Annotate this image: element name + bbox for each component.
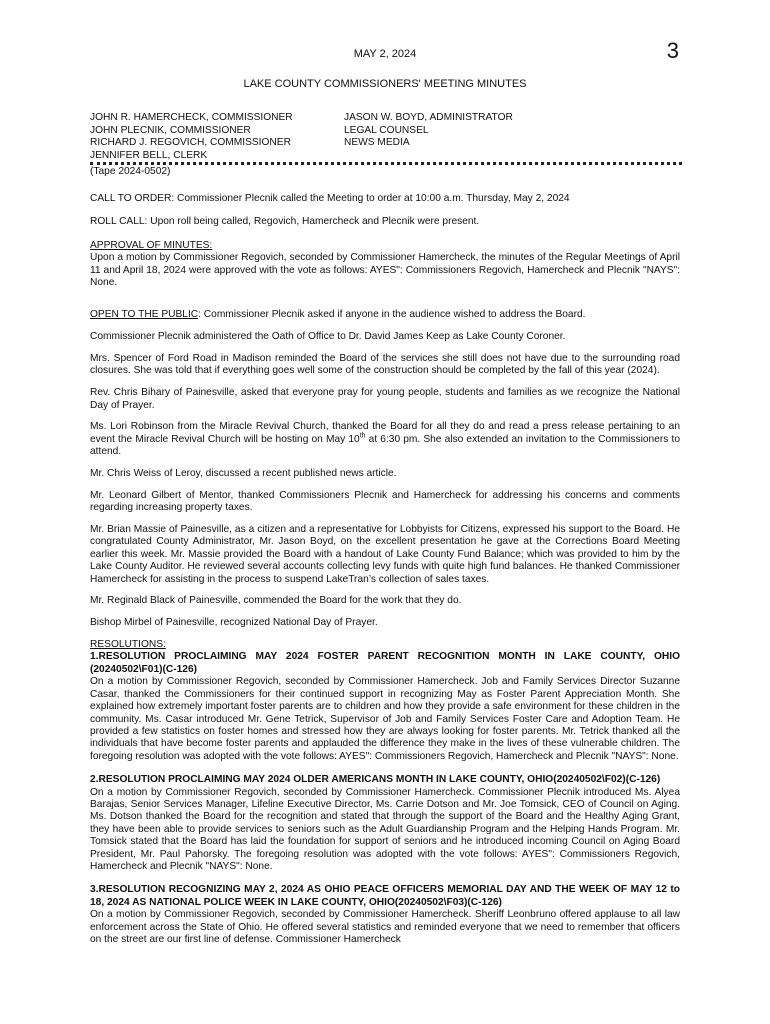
roll-call: ROLL CALL: Upon roll being called, Regovich, Hamercheck and Plecnik were present.: [90, 216, 480, 228]
robinson-paragraph: Ms. Lori Robinson from the Miracle Revival Church, thanked the Board for all they do and read a press release pertaining to an event the Miracle Revival Church will be hosting on May 10th at 6:30 pm. She also extended an invitation to the Commissioners to attend.: [90, 421, 680, 458]
weiss-paragraph: Mr. Chris Weiss of Leroy, discussed a recent published news article.: [90, 468, 397, 480]
document-title: LAKE COUNTY COMMISSIONERS' MEETING MINUTES: [243, 78, 527, 90]
resolution-1-text: On a motion by Commissioner Regovich, seconded by Commissioner Hamercheck. Job and Family Services Director Suzanne Casar, thanked the Commissioners for their continued support in recognizing May as Foster Parent Appreciation Month. She explained how extremely important foster parents are to children and how they provide a safe environment for these children in the community. Ms. Casar introduced Mr. Gene Tetrick, Supervisor of Job and Family Services Foster Care and Adoption Team. He provided a few statistics on foster homes and stressed how they are always looking for foster parents. Mr. Tetrick thanked all the individuals that have become foster parents and applauded the difference they make in the lives of these vulnerable children. The foregoing resolution was adopted with the vote follows: AYES": Commissioners Regovich, Hamercheck and Plecnik "NAYS": None.: [90, 676, 680, 762]
approval-heading: APPROVAL OF MINUTES:: [90, 239, 213, 251]
mirbel-paragraph: Bishop Mirbel of Painesville, recognized National Day of Prayer.: [90, 617, 378, 629]
resolutions-heading: RESOLUTIONS:: [90, 639, 166, 651]
attendee: NEWS MEDIA: [344, 137, 410, 149]
attendee: JOHN R. HAMERCHECK, COMMISSIONER: [90, 112, 293, 123]
massie-paragraph: Mr. Brian Massie of Painesville, as a citizen and a representative for Lobbyists for Citizens, expressed his support to the Board. He congratulated County Administrator, Mr. Jason Boyd, on the excellent presentation he gave at the Corrections Board Meeting earlier this week. Mr. Massie provided the Board with a handout of Lake County Fund Balance; which was provided to him by the Lake County Auditor. He reviewed several accounts collecting levy funds with quite high fund balances. He thanked Commissioner Hamercheck for assisting in the process to suspend LakeTran’s collection of sales taxes.: [90, 524, 680, 585]
resolution-1-title: 1.RESOLUTION PROCLAIMING MAY 2024 FOSTER PARENT RECOGNITION MONTH IN LAKE COUNTY, OHIO (20240502\F01)(C-126): [90, 651, 680, 675]
attendee: JOHN PLECNIK, COMMISSIONER: [90, 124, 251, 136]
meeting-date: MAY 2, 2024: [353, 48, 417, 60]
spencer-paragraph: Mrs. Spencer of Ford Road in Madison reminded the Board of the services she still does not have due to the surrounding road closures. She was told that if everything goes well some of the construction should be completed by the fall of this year (2024).: [90, 353, 680, 377]
attendees-left: [90, 112, 293, 162]
attendee: RICHARD J. REGOVICH, COMMISSIONER: [90, 137, 291, 149]
call-to-order: CALL TO ORDER: Commissioner Plecnik called the Meeting to order at 10:00 a.m. Thursday, May 2, 2024: [90, 193, 570, 204]
resolution-2-title: 2.RESOLUTION PROCLAIMING MAY 2024 OLDER AMERICANS MONTH IN LAKE COUNTY, OHIO(20240502\F02)(C-126): [90, 774, 661, 786]
minutes-body: [90, 193, 680, 956]
attendees-right: [344, 112, 513, 150]
resolution-2-text: On a motion by Commissioner Regovich, seconded by Commissioner Hamercheck. Commissioner Plecnik introduced Ms. Alyea Barajas, Senior Services Manager, Lifeline Executive Director, Ms. Carrie Dotson and Mr. Joe Tomsick, CEO of Council on Aging. Ms. Dotson thanked the Board for the recognition and stated that through the support of the Board and the Healthy Aging Grant, they have been able to provide services to seniors such as the Adult Guardianship Program and the Helping Hands Program. Mr. Tomsick stated that the Board has laid the foundation for support of seniors and he introduced incoming Council on Aging Board President, Mr. Paul Pahorsky. The foregoing resolution was adopted with the vote follows: AYES": Commissioners Regovich, Hamercheck and Plecnik "NAYS": None.: [90, 786, 680, 872]
public-heading: OPEN TO THE PUBLIC: [90, 309, 199, 321]
attendee: LEGAL COUNSEL: [344, 124, 429, 136]
page-number: 3: [666, 38, 679, 63]
gilbert-paragraph: Mr. Leonard Gilbert of Mentor, thanked Commissioners Plecnik and Hamercheck for addressing his concerns and comments regarding increasing property taxes.: [90, 489, 680, 514]
public-text: : Commissioner Plecnik asked if anyone in the audience wished to address the Board.: [198, 309, 586, 321]
attendee: JENNIFER BELL, CLERK: [90, 149, 208, 161]
dotted-divider: [90, 162, 682, 165]
black-paragraph: Mr. Reginald Black of Painesville, commended the Board for the work that they do.: [90, 595, 462, 607]
bihary-paragraph: Rev. Chris Bihary of Painesville, asked that everyone pray for young people, students and families as we recognize the National Day of Prayer.: [90, 387, 680, 411]
resolution-3-text: On a motion by Commissioner Regovich, seconded by Commissioner Hamercheck. Sheriff Leonbruno offered applause to all law enforcement across the State of Ohio. He offered several statistics and reminded everyone that we need to remember that officers on the street are our first line of defense. Commissioner Hamercheck: [90, 909, 680, 945]
resolution-3-title: 3.RESOLUTION RECOGNIZING MAY 2, 2024 AS OHIO PEACE OFFICERS MEMORIAL DAY AND THE WEEK OF MAY 12 to 18, 2024 AS NATIONAL POLICE WEEK IN LAKE COUNTY, OHIO(20240502\F03)(C-126): [90, 884, 680, 908]
approval-text: Upon a motion by Commissioner Regovich, seconded by Commissioner Hamercheck, the minutes of the Regular Meetings of April 11 and April 18, 2024 were approved with the vote as follows: AYES": Commissioners Regovich, Hamercheck and Plecnik "NAYS": None.: [90, 252, 680, 289]
tape-number: (Tape 2024-0502): [90, 166, 171, 177]
attendee: JASON W. BOYD, ADMINISTRATOR: [344, 112, 513, 123]
oath-paragraph: Commissioner Plecnik administered the Oath of Office to Dr. David James Keep as Lake County Coroner.: [90, 331, 566, 343]
public-paragraph: [90, 309, 680, 321]
